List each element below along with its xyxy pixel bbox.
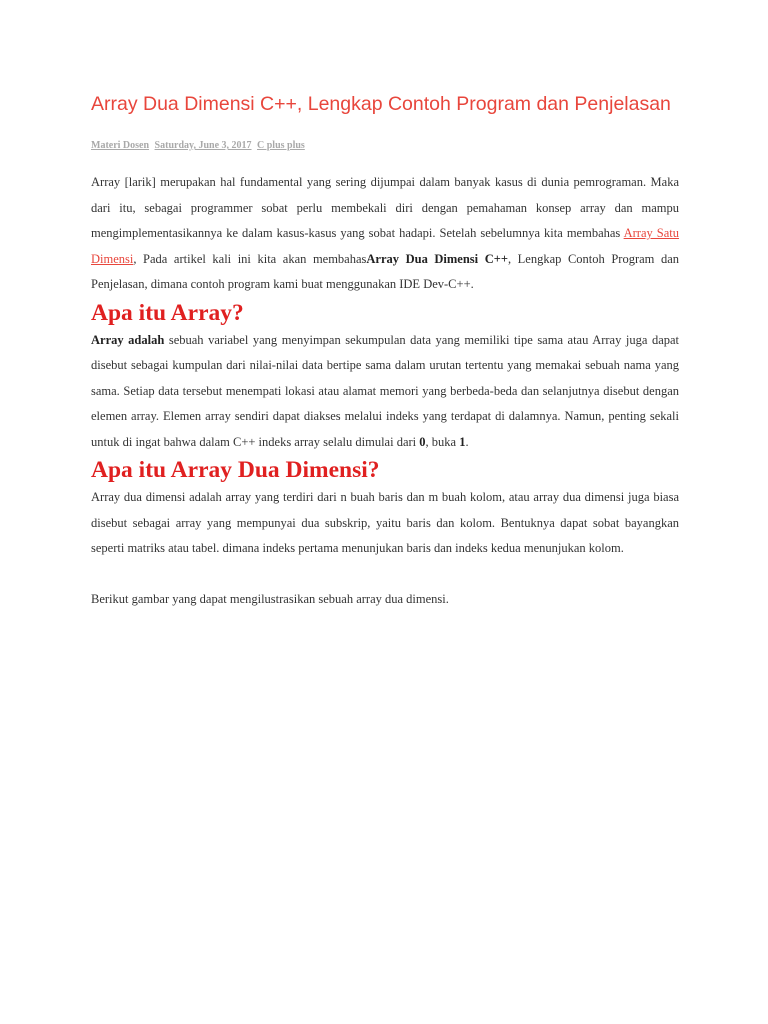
category-link[interactable]: C plus plus [257,140,305,151]
array-2d-definition-paragraph: Array dua dimensi adalah array yang terdiri dari n buah baris dan m buah kolom, atau array dua dimensi juga biasa disebut sebagai array yang mempunyai dua subskrip, yaitu baris dan kolom. Bentuknya dapat sobat bayangkan seperti matriks atau tabel. dimana indeks pertama menunjukan baris dan indeks kedua menunjukan kolom. [91,490,679,555]
article-title[interactable]: Array Dua Dimensi C++, Lengkap Contoh Program dan Penjelasan [91,93,671,115]
array-definition-text-1: sebuah variabel yang menyimpan sekumpulan data yang memiliki tipe sama atau Array juga dapat disebut sebagai kumpulan dari nilai-nilai data bertipe sama dalam urutan tertentu yang memakai sebuah nama yang sama. Setiap data tersebut menempati lokasi atau alamat memori yang berbeda-beda dan selanjutnya disebut dengan elemen array. Elemen array sendiri dapat diakses melalui indeks yang terdapat di dalamnya. Namun, penting sekali untuk di ingat bahwa dalam C++ indeks array selalu dimulai dari [91,332,680,449]
figure-intro-paragraph: Berikut gambar yang dapat mengilustrasikan sebuah array dua dimensi. [91,591,449,606]
index-zero-bold: 0 [419,434,426,449]
author-link[interactable]: Materi Dosen [91,140,150,151]
post-meta [91,139,679,153]
array-satu-dimensi-link[interactable]: Array Satu Dimensi [91,226,680,266]
heading-apa-itu-array: Apa itu Array? [91,299,244,326]
array-definition-text-2: , buka [425,434,460,449]
intro-text-3: , Lengkap Contoh Program dan Penjelasan, dimana contoh program kami buat menggunakan IDE Dev-C++. [91,251,680,291]
array-adalah-bold: Array adalah [91,332,165,347]
intro-paragraph [91,170,679,298]
array-definition-text-3: . [465,434,469,449]
heading-apa-itu-array-dua-dimensi: Apa itu Array Dua Dimensi? [91,457,380,483]
intro-text-2: , Pada artikel kali ini kita akan membahas [133,251,367,266]
array-definition-paragraph [91,328,679,456]
intro-text-1: Array [larik] merupakan hal fundamental yang sering dijumpai dalam banyak kasus di dunia pemrograman. Maka dari itu, sebagai programmer sobat perlu membekali diri dengan pemahaman konsep array dan mampu mengimplementasikannya ke dalam kasus-kasus yang sobat hadapi. Setelah sebelumnya kita membahas [91,175,679,240]
article [91,92,679,612]
date-link[interactable]: Saturday, June 3, 2017 [154,140,252,151]
intro-bold-topic: Array Dua Dimensi C++ [366,251,508,266]
index-one-bold: 1 [459,434,466,449]
